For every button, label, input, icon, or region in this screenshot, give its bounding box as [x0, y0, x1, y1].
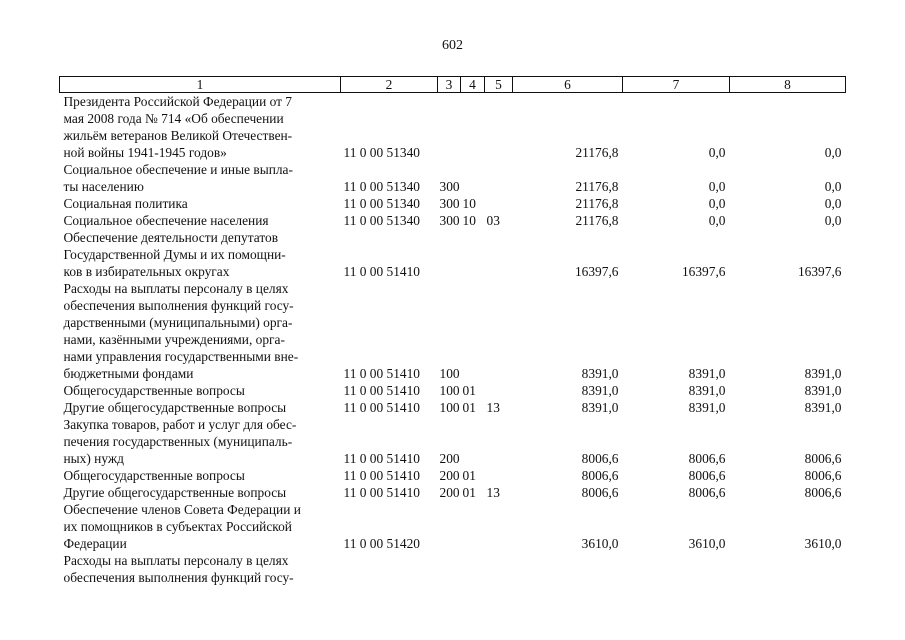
row-subsection [485, 195, 513, 212]
row-section [461, 552, 485, 586]
row-value-col6: 21176,8 [575, 213, 619, 228]
row-value-col7: 8006,6 [688, 451, 726, 466]
row-section: 10 [462, 213, 476, 228]
row-expense-type [438, 229, 461, 280]
row-subsection [485, 93, 513, 162]
table-row [60, 399, 846, 416]
row-code: 11 0 00 51340 [343, 179, 420, 194]
row-name-line: Общегосударственные вопросы [63, 468, 245, 483]
row-value-col7: 8391,0 [688, 400, 726, 415]
row-section [461, 280, 485, 382]
header-col-8: 8 [730, 77, 846, 93]
row-subsection [485, 280, 513, 382]
header-col-6: 6 [513, 77, 623, 93]
row-section [461, 161, 485, 195]
row-subsection [485, 382, 513, 399]
row-value-col8: 8006,6 [804, 451, 842, 466]
row-subsection [485, 229, 513, 280]
row-code: 11 0 00 51410 [343, 383, 420, 398]
row-name-line: мая 2008 года № 714 «Об обеспечении [63, 111, 284, 126]
row-code: 11 0 00 51410 [343, 451, 420, 466]
row-name-line: Обеспечение деятельности депутатов [63, 230, 279, 245]
row-name-line: Обеспечение членов Совета Федерации и [63, 502, 301, 517]
row-code: 11 0 00 51410 [343, 468, 420, 483]
row-value-col6: 21176,8 [575, 145, 619, 160]
table-row [60, 280, 846, 382]
row-name [60, 280, 341, 382]
row-code: 11 0 00 51340 [343, 196, 420, 211]
row-name-line: Другие общегосударственные вопросы [63, 485, 287, 500]
row-expense-type: 200 [439, 468, 460, 483]
row-section [461, 229, 485, 280]
row-value-col6: 16397,6 [574, 264, 619, 279]
row-expense-type: 100 [439, 383, 460, 398]
row-expense-type: 200 [439, 451, 460, 466]
row-name-line: Общегосударственные вопросы [63, 383, 245, 398]
row-value-col6: 8391,0 [581, 400, 619, 415]
row-section [461, 93, 485, 162]
row-value-col7: 8391,0 [688, 366, 726, 381]
row-name-line: дарственными (муниципальными) орга- [63, 315, 293, 330]
row-expense-type: 100 [439, 366, 460, 381]
row-name-line: Президента Российской Федерации от 7 [63, 94, 292, 109]
row-value-col6 [513, 552, 623, 586]
row-name-line: ных) нужд [63, 451, 124, 466]
row-value-col7: 8006,6 [688, 485, 726, 500]
row-value-col7: 8391,0 [688, 383, 726, 398]
table-row [60, 501, 846, 552]
row-section: 01 [462, 485, 476, 500]
row-value-col8 [730, 552, 846, 586]
row-value-col6: 21176,8 [575, 179, 619, 194]
row-name [60, 195, 341, 212]
row-subsection [485, 416, 513, 467]
row-code: 11 0 00 51340 [343, 145, 420, 160]
row-value-col8: 8006,6 [804, 485, 842, 500]
row-name [60, 416, 341, 467]
table-body [60, 93, 846, 587]
row-expense-type: 100 [439, 400, 460, 415]
row-subsection [485, 161, 513, 195]
row-name [60, 229, 341, 280]
row-name-line: Социальное обеспечение и иные выпла- [63, 162, 293, 177]
row-name-line: жильём ветеранов Великой Отечествен- [63, 128, 293, 143]
row-expense-type [438, 93, 461, 162]
row-section: 01 [462, 400, 476, 415]
budget-table [59, 76, 846, 586]
row-value-col6: 8006,6 [581, 485, 619, 500]
table-row [60, 416, 846, 467]
header-row [60, 77, 846, 93]
row-value-col8: 8391,0 [804, 383, 842, 398]
row-name-line: ков в избирательных округах [63, 264, 230, 279]
row-name [60, 467, 341, 484]
row-subsection [485, 467, 513, 484]
header-col-2: 2 [341, 77, 438, 93]
row-name [60, 161, 341, 195]
row-expense-type: 300 [439, 213, 460, 228]
header-col-1: 1 [60, 77, 341, 93]
header-col-5: 5 [485, 77, 513, 93]
row-value-col8: 8391,0 [804, 400, 842, 415]
row-section: 01 [462, 468, 476, 483]
row-name-line: Государственной Думы и их помощни- [63, 247, 286, 262]
row-name [60, 484, 341, 501]
row-code: 11 0 00 51410 [343, 366, 420, 381]
row-name-line: бюджетными фондами [63, 366, 194, 381]
row-name-line: их помощников в субъектах Российской [63, 519, 292, 534]
row-value-col6: 8006,6 [581, 451, 619, 466]
row-name-line: Федерации [63, 536, 127, 551]
row-value-col7: 16397,6 [681, 264, 726, 279]
table-row [60, 212, 846, 229]
row-code: 11 0 00 51410 [343, 485, 420, 500]
table-row [60, 467, 846, 484]
row-name-line: ты населению [63, 179, 144, 194]
header-col-3: 3 [438, 77, 461, 93]
row-value-col7: 0,0 [708, 145, 726, 160]
row-name-line: ной войны 1941-1945 годов» [63, 145, 227, 160]
row-value-col8: 0,0 [824, 179, 842, 194]
row-subsection: 13 [486, 400, 500, 415]
row-value-col7: 0,0 [708, 196, 726, 211]
row-section: 01 [462, 383, 476, 398]
row-code: 11 0 00 51420 [343, 536, 420, 551]
row-name-line: Расходы на выплаты персоналу в целях [63, 553, 289, 568]
row-subsection: 13 [486, 485, 500, 500]
row-name-line: обеспечения выполнения функций госу- [63, 570, 294, 585]
row-value-col6: 8391,0 [581, 383, 619, 398]
row-code: 11 0 00 51410 [343, 400, 420, 415]
row-section [461, 501, 485, 552]
row-name-line: нами, казёнными учреждениями, орга- [63, 332, 285, 347]
row-expense-type [438, 501, 461, 552]
row-code: 11 0 00 51410 [343, 264, 420, 279]
row-name-line: нами управления государственными вне- [63, 349, 299, 364]
row-value-col8: 16397,6 [797, 264, 842, 279]
row-value-col7: 8006,6 [688, 468, 726, 483]
table-row [60, 382, 846, 399]
row-value-col6: 3610,0 [581, 536, 619, 551]
table-row [60, 552, 846, 586]
row-subsection: 03 [486, 213, 500, 228]
row-value-col7 [623, 552, 730, 586]
row-value-col7: 3610,0 [688, 536, 726, 551]
row-subsection [485, 552, 513, 586]
row-name [60, 93, 341, 162]
row-name-line: Социальная политика [63, 196, 188, 211]
row-value-col7: 0,0 [708, 213, 726, 228]
row-value-col6: 8391,0 [581, 366, 619, 381]
row-expense-type: 300 [439, 179, 460, 194]
row-value-col8: 8006,6 [804, 468, 842, 483]
row-name-line: обеспечения выполнения функций госу- [63, 298, 294, 313]
row-name [60, 382, 341, 399]
row-expense-type: 200 [439, 485, 460, 500]
row-name-line: Расходы на выплаты персоналу в целях [63, 281, 289, 296]
row-subsection [485, 501, 513, 552]
table-row [60, 161, 846, 195]
row-name-line: печения государственных (муниципаль- [63, 434, 293, 449]
table-row [60, 484, 846, 501]
row-name-line: Социальное обеспечение населения [63, 213, 269, 228]
row-value-col8: 0,0 [824, 145, 842, 160]
table-row [60, 229, 846, 280]
page-number: 602 [442, 38, 463, 53]
table-row [60, 93, 846, 162]
row-name [60, 501, 341, 552]
row-code [341, 552, 438, 586]
row-value-col6: 21176,8 [575, 196, 619, 211]
row-name-line: Закупка товаров, работ и услуг для обес- [63, 417, 297, 432]
row-name-line: Другие общегосударственные вопросы [63, 400, 287, 415]
row-section [461, 416, 485, 467]
row-value-col7: 0,0 [708, 179, 726, 194]
row-value-col8: 3610,0 [804, 536, 842, 551]
header-col-7: 7 [623, 77, 730, 93]
row-section: 10 [462, 196, 476, 211]
table-row [60, 195, 846, 212]
header-col-4: 4 [461, 77, 485, 93]
row-expense-type: 300 [439, 196, 460, 211]
row-expense-type [438, 552, 461, 586]
row-name [60, 212, 341, 229]
row-value-col8: 0,0 [824, 196, 842, 211]
row-name [60, 552, 341, 586]
row-code: 11 0 00 51340 [343, 213, 420, 228]
row-value-col8: 8391,0 [804, 366, 842, 381]
row-value-col8: 0,0 [824, 213, 842, 228]
row-value-col6: 8006,6 [581, 468, 619, 483]
table-header [60, 77, 846, 93]
row-name [60, 399, 341, 416]
